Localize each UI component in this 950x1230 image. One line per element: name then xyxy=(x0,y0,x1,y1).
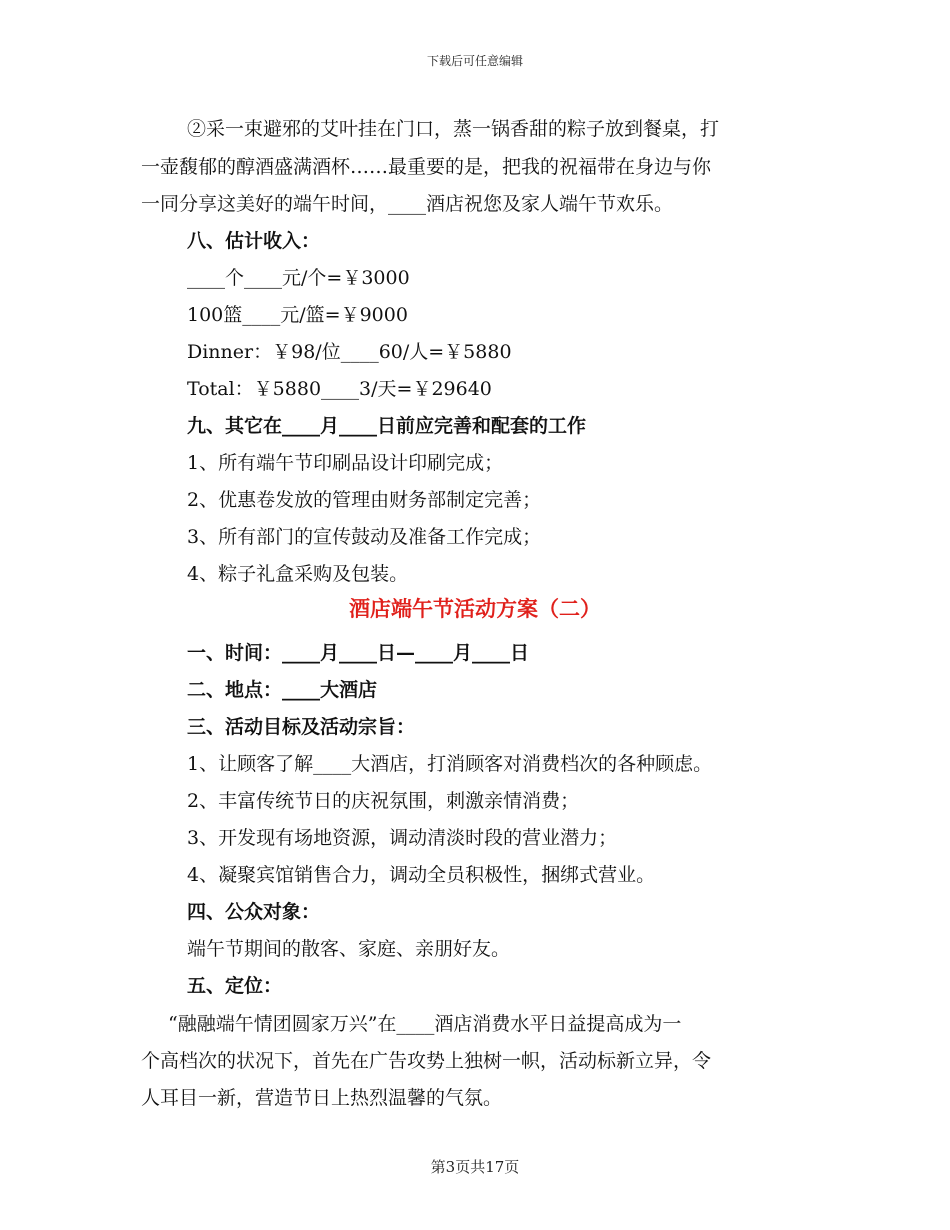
section-heading: 五、定位： xyxy=(187,975,283,997)
paragraph-line: 端午节期间的散客、家庭、亲朋好友。 xyxy=(187,938,511,960)
section-heading: 九、其它在____月____日前应完善和配套的工作 xyxy=(187,415,587,437)
paragraph-line: ②采一束避邪的艾叶挂在门口，蒸一锅香甜的粽子放到餐桌，打 xyxy=(187,118,720,140)
section-heading: 四、公众对象： xyxy=(187,901,321,923)
list-item: 1、让顾客了解____大酒店，打消顾客对消费档次的各种顾虑。 xyxy=(187,753,713,775)
paragraph-line: 个高档次的状况下，首先在广告攻势上独树一帜，活动标新立异，令 xyxy=(141,1050,712,1072)
section-heading: 一、时间：____月____日—____月____日 xyxy=(187,642,530,664)
paragraph-line: 一同分享这美好的端午时间，____酒店祝您及家人端午节欢乐。 xyxy=(141,193,674,215)
income-item: Dinner：￥98/位____60/人=￥5880 xyxy=(187,341,512,363)
list-item: 3、所有部门的宣传鼓动及准备工作完成； xyxy=(187,526,542,548)
page-header: 下载后可任意编辑 xyxy=(426,54,523,68)
section-heading: 二、地点：____大酒店 xyxy=(187,679,378,701)
list-item: 4、粽子礼盒采购及包装。 xyxy=(187,563,409,585)
paragraph-line: “融融端午情团圆家万兴”在____酒店消费水平日益提高成为一 xyxy=(168,1013,682,1035)
income-item: 100篮____元/篮=￥9000 xyxy=(187,304,408,326)
section-heading: 八、估计收入： xyxy=(187,230,321,252)
list-item: 1、所有端午节印刷品设计印刷完成； xyxy=(187,452,504,474)
list-item: 4、凝聚宾馆销售合力，调动全员积极性，捆绑式营业。 xyxy=(187,864,656,886)
income-item: Total：￥5880____3/天=￥29640 xyxy=(187,378,492,400)
list-item: 2、优惠卷发放的管理由财务部制定完善； xyxy=(187,489,542,511)
list-item: 3、开发现有场地资源，调动清淡时段的营业潜力； xyxy=(187,827,618,849)
section-heading: 三、活动目标及活动宗旨： xyxy=(187,716,416,738)
document-title: 酒店端午节活动方案（二） xyxy=(349,596,601,621)
paragraph-line: 一壶馥郁的醇酒盛满酒杯……最重要的是，把我的祝福带在身边与你 xyxy=(141,156,712,178)
income-item: ____个____元/个=￥3000 xyxy=(187,267,410,289)
list-item: 2、丰富传统节日的庆祝氛围，刺激亲情消费； xyxy=(187,790,580,812)
page-number: 第3页共17页 xyxy=(430,1158,520,1176)
paragraph-line: 人耳目一新，营造节日上热烈温馨的气氛。 xyxy=(141,1087,503,1109)
